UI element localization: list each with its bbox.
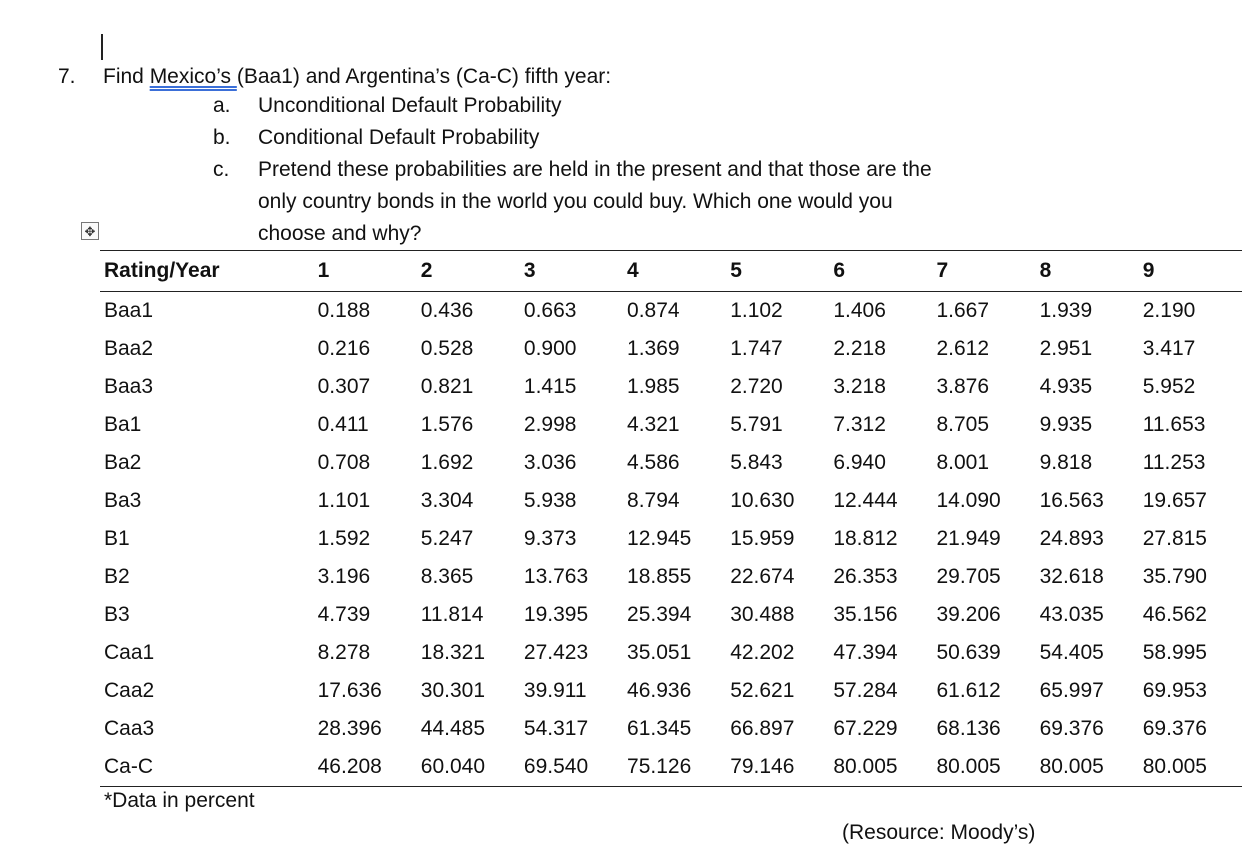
probability-cell: 1.415: [523, 375, 577, 398]
probability-cell: 46.936: [627, 679, 692, 702]
probability-cell: 75.126: [627, 755, 692, 778]
probability-cell: 28.396: [317, 717, 382, 740]
probability-cell: 1.692: [420, 451, 474, 474]
spellcheck-underlined-word[interactable]: Mexico’s: [149, 65, 237, 88]
probability-cell: 35.156: [833, 603, 898, 626]
probability-cell: 3.196: [317, 565, 371, 588]
probability-cell: 27.815: [1142, 527, 1207, 550]
probability-cell: 2.951: [1039, 337, 1093, 360]
probability-cell: 79.146: [730, 755, 795, 778]
move-cross-icon[interactable]: [81, 222, 99, 240]
table-row: [100, 558, 1242, 596]
probability-cell: 5.952: [1142, 375, 1196, 398]
sub-item-text: Conditional Default Probability: [258, 126, 540, 149]
probability-cell: 13.763: [523, 565, 589, 588]
probability-cell: 1.939: [1039, 299, 1093, 322]
probability-cell: 80.005: [1039, 755, 1104, 778]
probability-cell: 69.376: [1142, 717, 1207, 740]
probability-cell: 12.444: [833, 489, 898, 512]
header-year-5: 5: [730, 259, 742, 282]
probability-cell: 69.376: [1039, 717, 1104, 740]
probability-cell: 8.794: [627, 489, 680, 512]
rating-cell: Caa1: [104, 641, 155, 664]
probability-cell: 11.653: [1142, 413, 1206, 436]
probability-cell: 19.657: [1142, 489, 1207, 512]
table-row: [100, 520, 1242, 558]
probability-cell: 0.900: [523, 337, 577, 360]
source-note: (Resource: Moody’s): [842, 821, 1036, 844]
probability-cell: 4.935: [1039, 375, 1093, 398]
probability-cell: 54.317: [523, 717, 589, 740]
probability-cell: 14.090: [936, 489, 1001, 512]
probability-cell: 1.406: [833, 299, 886, 322]
probability-cell: 65.997: [1039, 679, 1104, 702]
probability-cell: 16.563: [1039, 489, 1104, 512]
table-row: [100, 292, 1242, 331]
probability-cell: 2.998: [523, 413, 577, 436]
probability-cell: 1.101: [317, 489, 371, 512]
sub-item-letter: c.: [213, 158, 230, 181]
probability-cell: 8.001: [936, 451, 990, 474]
probability-cell: 30.488: [730, 603, 795, 626]
probability-cell: 4.586: [627, 451, 680, 474]
probability-cell: 54.405: [1039, 641, 1104, 664]
probability-cell: 0.663: [523, 299, 577, 322]
probability-cell: 6.940: [833, 451, 886, 474]
probability-cell: 8.278: [317, 641, 371, 664]
table-row: [100, 748, 1242, 787]
probability-cell: 5.938: [523, 489, 577, 512]
probability-cell: 11.814: [420, 603, 484, 626]
header-year-2: 2: [420, 259, 433, 282]
probability-cell: 0.874: [627, 299, 680, 322]
probability-cell: 3.876: [936, 375, 990, 398]
probability-cell: 10.630: [730, 489, 795, 512]
probability-cell: 61.345: [627, 717, 692, 740]
probability-cell: 80.005: [1142, 755, 1207, 778]
probability-cell: 80.005: [936, 755, 1001, 778]
probability-cell: 18.812: [833, 527, 898, 550]
probability-cell: 2.190: [1142, 299, 1196, 322]
probability-cell: 35.051: [627, 641, 692, 664]
probability-cell: 0.708: [317, 451, 371, 474]
move-glyph: ✥: [84, 223, 96, 239]
sub-item-a: [213, 90, 562, 122]
rating-cell: Caa3: [104, 717, 155, 740]
sub-item-text: Pretend these probabilities are held in the present and that those are the: [258, 158, 932, 181]
table-row: [100, 482, 1242, 520]
rating-cell: B1: [104, 527, 130, 550]
rating-cell: Ca-C: [104, 755, 154, 778]
probability-cell: 46.208: [317, 755, 382, 778]
probability-cell: 2.612: [936, 337, 990, 360]
probability-cell: 69.540: [523, 755, 589, 778]
probability-cell: 4.321: [627, 413, 680, 436]
sub-item-c: [213, 154, 932, 186]
header-year-7: 7: [936, 259, 949, 282]
table-header-row: [100, 251, 1242, 292]
probability-cell: 0.821: [420, 375, 474, 398]
rating-cell: B2: [104, 565, 130, 588]
table-row: [100, 368, 1242, 406]
probability-cell: 5.791: [730, 413, 783, 436]
rating-cell: Caa2: [104, 679, 155, 702]
probability-cell: 1.592: [317, 527, 371, 550]
probability-cell: 44.485: [420, 717, 485, 740]
sub-item-letter: a.: [213, 94, 231, 117]
probability-cell: 9.818: [1039, 451, 1093, 474]
probability-cell: 3.417: [1142, 337, 1196, 360]
rating-cell: Baa1: [104, 299, 154, 322]
table-row: [100, 672, 1242, 710]
probability-cell: 0.411: [317, 413, 369, 436]
probability-cell: 66.897: [730, 717, 795, 740]
rating-cell: Ba1: [104, 413, 142, 436]
probability-cell: 3.218: [833, 375, 886, 398]
probability-cell: 4.739: [317, 603, 371, 626]
probability-cell: 52.621: [730, 679, 795, 702]
footnote: *Data in percent: [104, 789, 255, 812]
probability-cell: 46.562: [1142, 603, 1207, 626]
header-year-9: 9: [1142, 259, 1155, 282]
table-row: [100, 710, 1242, 748]
question-7: [58, 61, 611, 93]
probability-cell: 35.790: [1142, 565, 1207, 588]
probability-cell: 29.705: [936, 565, 1001, 588]
probability-cell: 12.945: [627, 527, 692, 550]
probability-cell: 50.639: [936, 641, 1001, 664]
rating-cell: B3: [104, 603, 130, 626]
question-text-end: (Baa1) and Argentina’s (Ca-C) fifth year:: [236, 65, 612, 88]
probability-cell: 80.005: [833, 755, 898, 778]
probability-cell: 43.035: [1039, 603, 1104, 626]
probability-cell: 2.720: [730, 375, 783, 398]
probability-cell: 0.188: [317, 299, 371, 322]
sub-item-b: [213, 122, 539, 154]
probability-cell: 22.674: [730, 565, 795, 588]
probability-cell: 18.321: [420, 641, 485, 664]
header-year-3: 3: [523, 259, 536, 282]
table-row: [100, 330, 1242, 368]
probability-cell: 8.365: [420, 565, 474, 588]
probability-cell: 7.312: [833, 413, 886, 436]
probability-cell: 1.747: [730, 337, 783, 360]
probability-cell: 0.436: [420, 299, 474, 322]
probability-cell: 60.040: [420, 755, 485, 778]
probability-cell: 39.206: [936, 603, 1001, 626]
probability-cell: 69.953: [1142, 679, 1207, 702]
sub-item-text: Unconditional Default Probability: [258, 94, 562, 117]
question-number: 7.: [58, 65, 76, 88]
text-cursor: [101, 34, 103, 60]
probability-cell: 25.394: [627, 603, 692, 626]
probability-cell: 47.394: [833, 641, 898, 664]
question-text-start: Find: [103, 65, 150, 88]
header-rating-year: Rating/Year: [104, 259, 220, 282]
probability-cell: 58.995: [1142, 641, 1207, 664]
probability-cell: 9.935: [1039, 413, 1093, 436]
probability-cell: 5.843: [730, 451, 783, 474]
probability-cell: 67.229: [833, 717, 898, 740]
probability-cell: 2.218: [833, 337, 886, 360]
probability-cell: 5.247: [420, 527, 474, 550]
probability-cell: 1.667: [936, 299, 990, 322]
header-year-8: 8: [1039, 259, 1052, 282]
probability-cell: 1.102: [730, 299, 783, 322]
probability-cell: 15.959: [730, 527, 795, 550]
probability-cell: 0.216: [317, 337, 371, 360]
table-row: [100, 634, 1242, 672]
probability-cell: 1.985: [627, 375, 680, 398]
sub-item-letter: b.: [213, 126, 231, 149]
header-year-6: 6: [833, 259, 846, 282]
table-body: [100, 292, 1242, 787]
probability-cell: 11.253: [1142, 451, 1206, 474]
probability-cell: 9.373: [523, 527, 577, 550]
probability-cell: 3.304: [420, 489, 474, 512]
table-row: [100, 406, 1242, 444]
probability-cell: 8.705: [936, 413, 990, 436]
rating-cell: Baa3: [104, 375, 154, 398]
table-row: [100, 444, 1242, 482]
probability-cell: 26.353: [833, 565, 898, 588]
probability-cell: 32.618: [1039, 565, 1104, 588]
probability-cell: 27.423: [523, 641, 589, 664]
rating-cell: Ba2: [104, 451, 142, 474]
probability-cell: 19.395: [523, 603, 589, 626]
probability-cell: 61.612: [936, 679, 1001, 702]
table-row: [100, 596, 1242, 634]
default-probability-table: [100, 250, 1242, 787]
probability-cell: 21.949: [936, 527, 1001, 550]
probability-cell: 57.284: [833, 679, 898, 702]
header-year-1: 1: [317, 259, 330, 282]
header-year-4: 4: [627, 259, 639, 282]
probability-cell: 1.576: [420, 413, 474, 436]
sub-item-c-line-3: choose and why?: [258, 222, 422, 245]
probability-cell: 0.307: [317, 375, 371, 398]
probability-cell: 39.911: [523, 679, 587, 702]
rating-cell: Baa2: [104, 337, 154, 360]
probability-cell: 42.202: [730, 641, 795, 664]
probability-cell: 3.036: [523, 451, 577, 474]
probability-cell: 0.528: [420, 337, 474, 360]
probability-cell: 24.893: [1039, 527, 1104, 550]
probability-cell: 1.369: [627, 337, 680, 360]
probability-cell: 18.855: [627, 565, 692, 588]
probability-cell: 30.301: [420, 679, 485, 702]
probability-cell: 17.636: [317, 679, 382, 702]
rating-cell: Ba3: [104, 489, 142, 512]
sub-item-c-line-2: only country bonds in the world you could buy. Which one would you: [258, 190, 893, 213]
probability-cell: 68.136: [936, 717, 1001, 740]
